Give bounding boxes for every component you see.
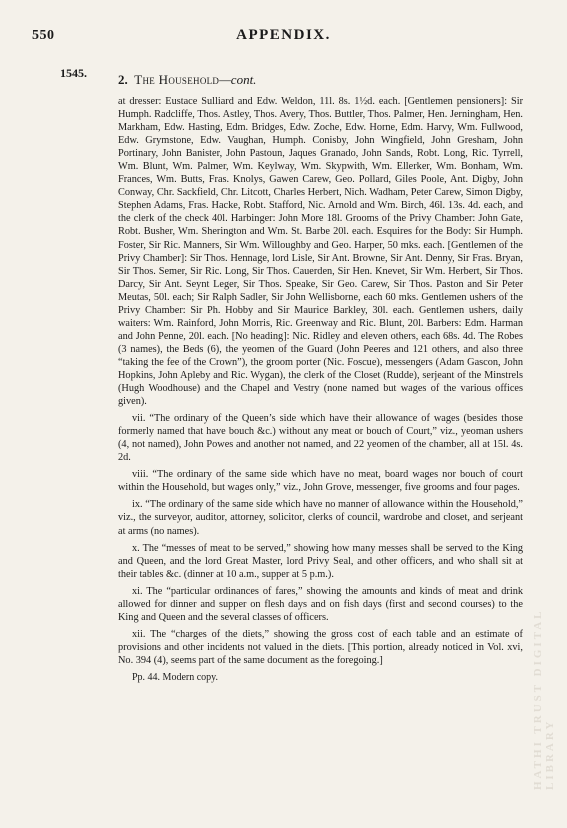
margin-year: 1545. <box>60 66 87 80</box>
section-title: The Household <box>134 72 220 87</box>
paragraph-main: at dresser: Eustace Sulliard and Edw. Weldon, 11l. 8s. 1½d. each. [Gentlemen pensioners]: Sir Humph. Radcliffe, Thos. Astley, Thos. Avery, Thos. Buttler, Thos. Palmer, Hen. Jerningham, Hen. Markham, Edw. Hasting, Edm. Bridges, Edw. Zoche, Edw. Horne, Edm. Harvy, Wm. Fullwood, Edw. Grymstone, Edw. Vaughan, Humph. Conisby, John Wingfield, John Gresham, John Portinary, John Banister, John Pastoun, Jaques Granado, John Sands, Robt. Long, Ric. Tyrrell, Wm. Blunt, Wm. Palmer, Wm. Keylway, Wm. Skypwith, Wm. Ellerker, Wm. Bonham, Wm. Frances, Wm. Butts, Fras. Knolys, Gawen Carew, Geo. Pollard, Giles Poole, Ant. Digby, John Conway, Chr. Sackfield, Chr. Litcott, Charles Herbert, Nich. Wadham, Peter Carew, Simon Digby, Stephen Adams, Fras. Hacke, Robt. Stafford, Nic. Arnold and Wm. Birch, 46l. 13s. 4d. each, and the clerk of the check 40l. Harbinger: John More 18l. Grooms of the Privy Chamber: John Gate, Robt. Busher, Wm. Sherington and Wm. St. Barbe 20l. each. Esquires for the Body: Sir Humph. Foster, Sir Ric. Manners, Sir Wm. Willoughby and Geo. Harper, 50 mks. each. [Gentlemen of the Privy Chamber]: Sir Thos. Hennage, lord Lisle, Sir Ant. Browne, Sir Ant. Denny, Sir Fras. Bryan, Sir Thos. Semer, Sir Ric. Long, Sir Thos. Cauerden, Sir Hen. Knevet, Sir Wm. Herbert, Sir Thos. Darcy, Sir Ant. Seynt Leger, Sir Thos. Speake, Sir Geo. Carew, Sir Thos. Paston and Sir Peter Meutas, 50l. each; Sir Ralph Sadler, Sir John Wellisborne, each 60 mks. Gentlemen ushers of the Privy Chamber: Sir Ph. Hobby and Sir Maurice Barkley, 30l. each. Gentlemen ushers, daily waiters: Wm. Rainford, John Morris, Ric. Greenway and Ric. Blunt, 20l. Barbers: Edm. Harman and John Penne, 20l. each. [No heading]: Nic. Ridley and eleven others, each 68s. 4d. The Robes (3 names), the Beds (6), the yeomen of the Guard (John Peeres and 121 others, and also three “taking the fee of the Crown”), the groom porter (Nic. Foscue), messengers (Adam Gascon, John Hopkins, John Apleby and Ric. Wygan), the clerk of the Closet (Rudde), serjeant of the Minstrels (Hugh Woodhouse) and the Chapel and Vestry (none named but wages of the various offices given). <box>118 96 523 408</box>
page-number: 550 <box>32 28 55 43</box>
paragraph-xii: xii. The “charges of the diets,” showing the gross cost of each table and an estimate of provisions and other incidents not valued in the diets. [This portion, already noticed in Vol. xvi, No. 394 (4), seems part of the same document as the foregoing.] <box>118 628 523 666</box>
paragraph-xi: xi. The “particular ordinances of fares,” showing the amounts and kinds of meat and drink allowed for dinner and supper on flesh days and on fish days (first and second courses) to the King and Queen and the several classes of officers. <box>118 585 523 623</box>
paragraph-x: x. The “messes of meat to be served,” showing how many messes shall be served to the King and Queen, and the lord Great Master, lord Privy Seal, and other officers, and who shall sit at their tables &c. (dinner at 10 a.m., supper at 5 p.m.). <box>118 542 523 580</box>
paragraph-ix: ix. “The ordinary of the same side which have no manner of allowance within the Household,” viz., the surveyor, auditor, attorney, solicitor, clerks of council, wardrobe and closet, and serjeant at arms (no names). <box>118 499 523 537</box>
running-head: APPENDIX. <box>236 27 331 43</box>
document-note: Pp. 44. Modern copy. <box>132 671 219 683</box>
section-cont: —cont. <box>219 72 257 87</box>
section-heading <box>118 72 256 88</box>
watermark: HATHI TRUST DIGITAL LIBRARY <box>532 609 556 790</box>
section-number: 2. <box>118 72 128 87</box>
paragraph-vii: vii. “The ordinary of the Queen’s side which have their allowance of wages (besides those formerly named that have bouch &c.) without any meat or bouch of Court,” viz., yeoman ushers (4, not named), John Powes and another not named, and 22 yeomen of the chamber, all at 15l. 4s. 2d. <box>118 413 523 464</box>
paragraph-viii: viii. “The ordinary of the same side which have no meat, board wages nor bouch of court within the Household, but wages only,” viz., John Grove, messenger, five grooms and four pages. <box>118 469 523 494</box>
document-body <box>118 95 523 684</box>
